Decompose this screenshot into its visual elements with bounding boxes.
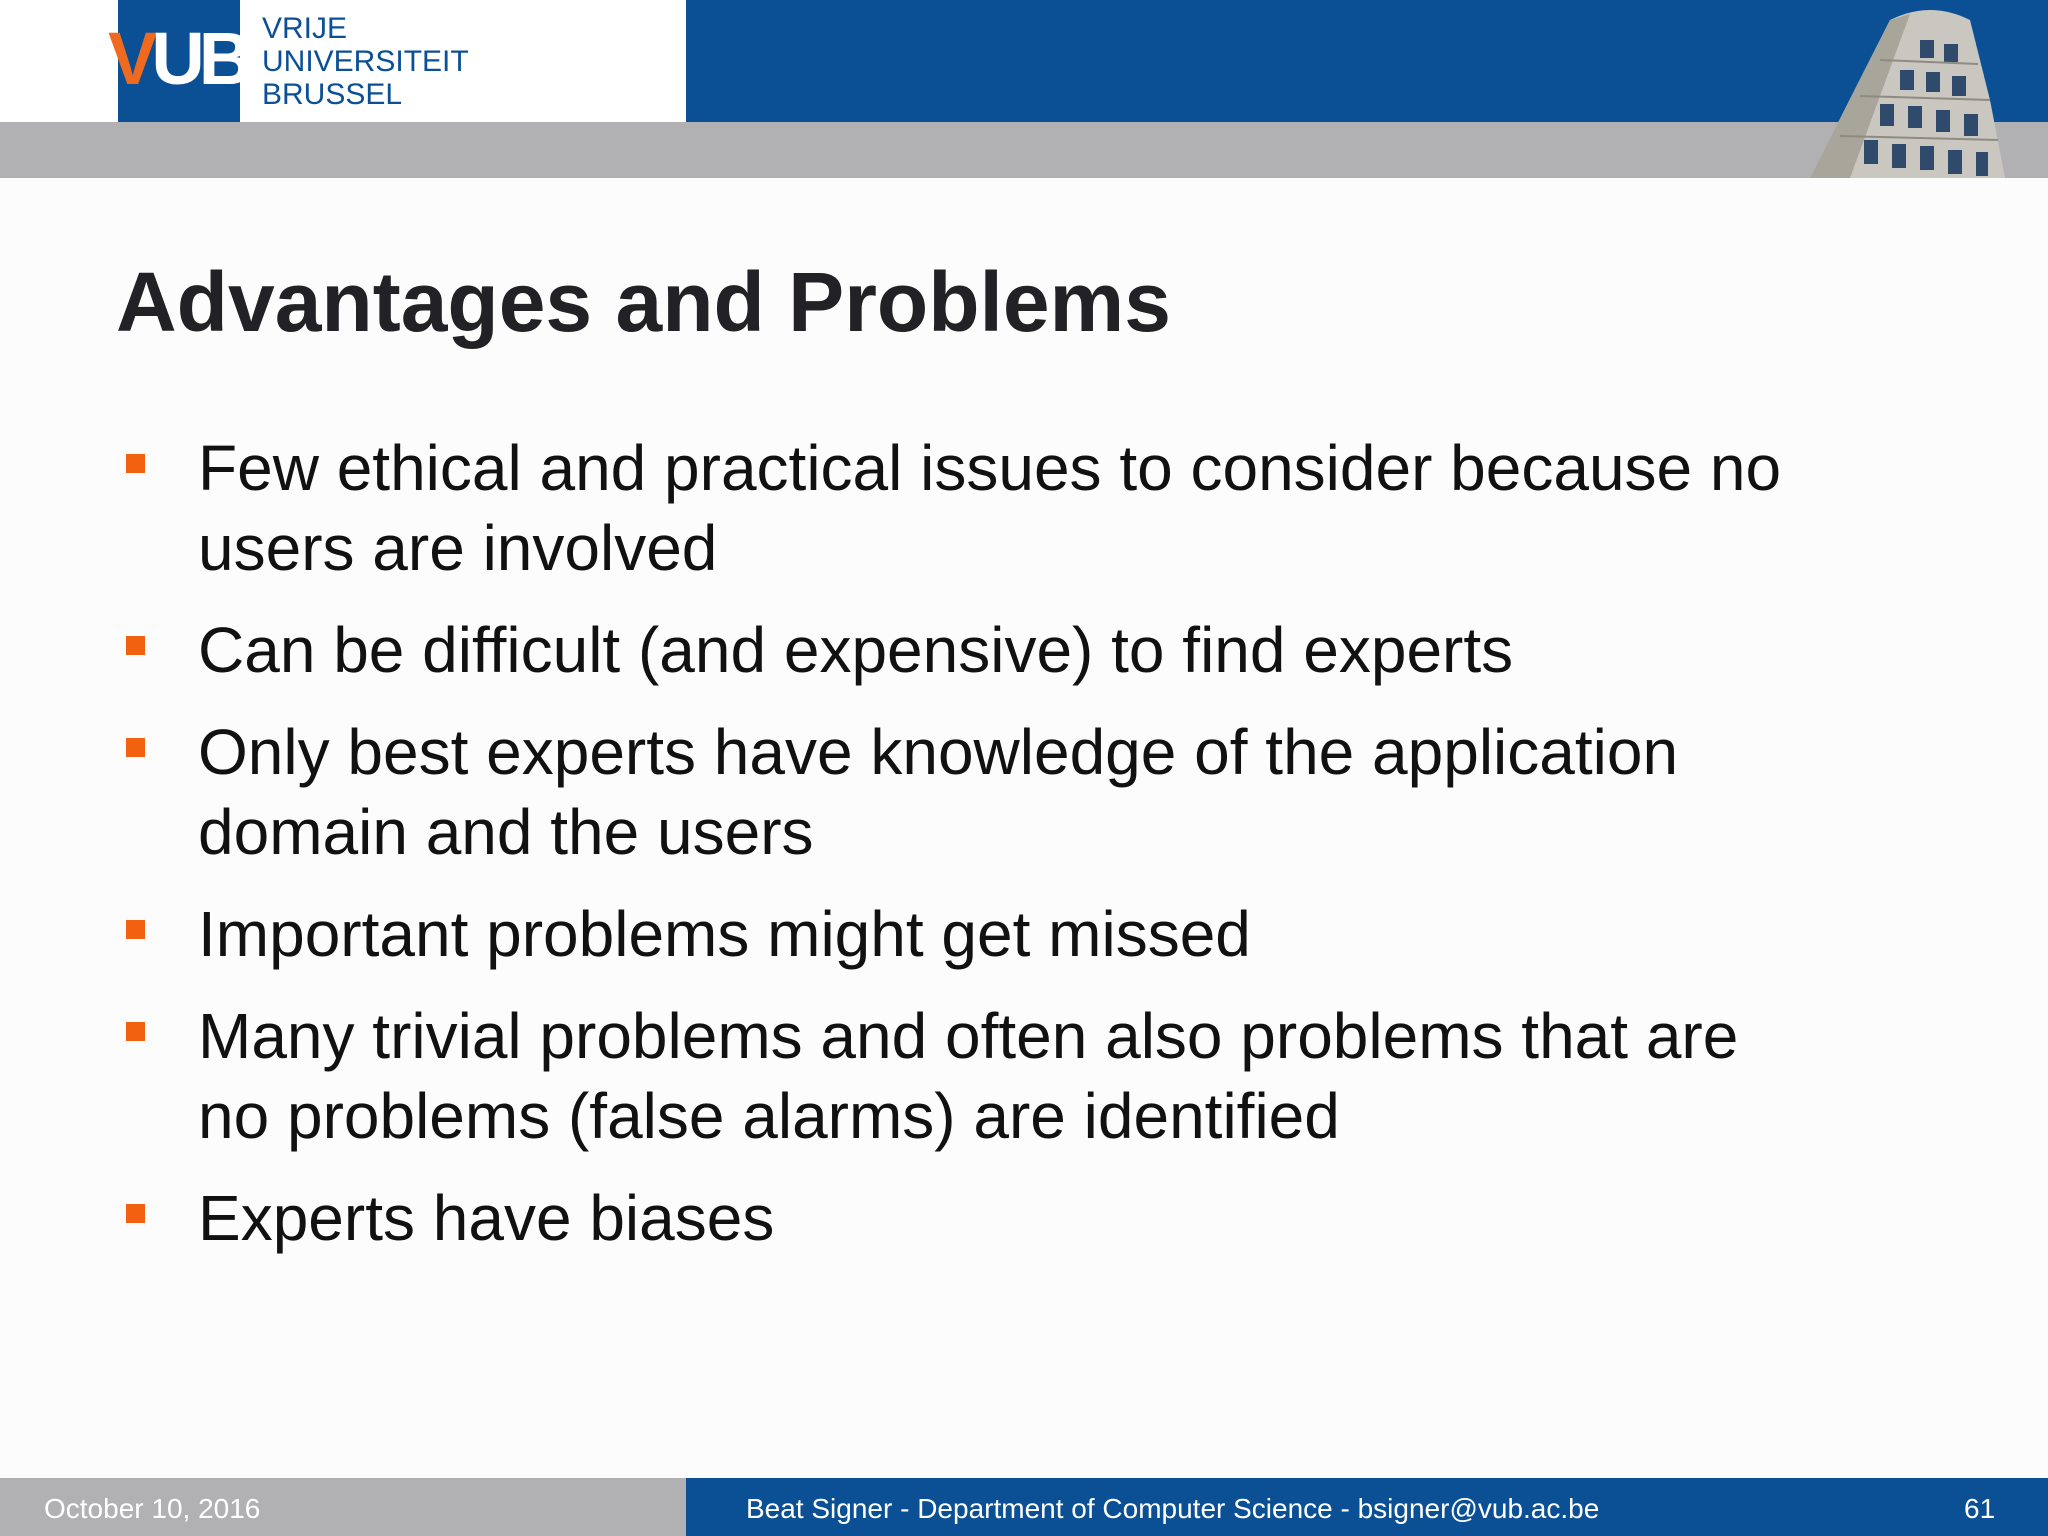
bullet-item	[120, 894, 1920, 974]
university-name	[262, 12, 469, 111]
bullet-item	[120, 610, 1920, 690]
bullet-line: no problems (false alarms) are identified	[198, 1080, 1340, 1152]
bullet-item	[120, 996, 1920, 1156]
vub-logo: VUB	[108, 17, 247, 100]
bullet-item	[120, 428, 1920, 588]
footer-author-info: Beat Signer - Department of Computer Science - bsigner@vub.ac.be	[746, 1493, 1600, 1524]
building-image	[1740, 0, 2020, 178]
bullet-line: Only best experts have knowledge of the application	[198, 716, 1679, 788]
footer-date: October 10, 2016	[44, 1493, 261, 1524]
university-name-line-1: VRIJE	[262, 12, 348, 45]
bullet-line: Many trivial problems and often also problems that are	[198, 1000, 1739, 1072]
bullet-list	[120, 428, 1920, 1280]
square-bullet-icon	[126, 920, 145, 939]
square-bullet-icon	[126, 1022, 145, 1041]
square-bullet-icon	[126, 738, 145, 757]
university-name-line-2: UNIVERSITEIT	[262, 45, 469, 78]
square-bullet-icon	[126, 636, 145, 655]
bullet-item	[120, 712, 1920, 872]
bullet-item	[120, 1178, 1920, 1258]
bullet-line: Few ethical and practical issues to consider because no	[198, 432, 1782, 504]
bullet-line: Important problems might get missed	[198, 898, 1251, 970]
square-bullet-icon	[126, 1204, 145, 1223]
university-name-line-3: BRUSSEL	[262, 78, 403, 111]
bullet-line: domain and the users	[198, 796, 814, 868]
bullet-line: Can be difficult (and expensive) to find experts	[198, 614, 1514, 686]
page-number: 61	[1964, 1493, 1996, 1524]
slide-title: Advantages and Problems	[116, 255, 1171, 349]
bullet-line: Experts have biases	[198, 1182, 775, 1254]
square-bullet-icon	[126, 454, 145, 473]
bullet-line: users are involved	[198, 512, 718, 584]
